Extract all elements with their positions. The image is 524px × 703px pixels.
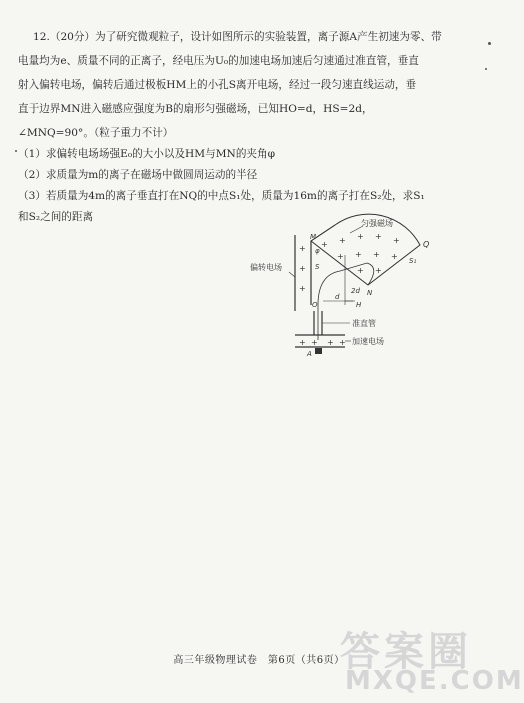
question-1: （1）求偏转电场场强E₀的大小以及HM与MN的夹角φ bbox=[18, 148, 276, 160]
question-2: （2）求质量为m的离子在磁场中做圆周运动的半径 bbox=[18, 169, 258, 181]
svg-text:+: + bbox=[373, 250, 380, 259]
accel-field-label: 加速电场 bbox=[352, 337, 384, 346]
svg-text:+: + bbox=[375, 266, 382, 275]
problem-line-1: 12.（20分）为了研究微观粒子，设计如图所示的实验装置，离子源A产生初速为零、带 bbox=[33, 31, 442, 43]
label-O: O bbox=[312, 301, 318, 309]
svg-text:+: + bbox=[375, 232, 382, 241]
svg-text:+: + bbox=[327, 338, 334, 347]
deflection-field-label: 偏转电场 bbox=[250, 263, 282, 272]
label-M: M bbox=[310, 233, 317, 241]
scan-speck bbox=[15, 150, 17, 152]
svg-text:+: + bbox=[339, 338, 346, 347]
label-S: S bbox=[315, 263, 320, 271]
deflection-plates bbox=[295, 235, 311, 311]
svg-text:+: + bbox=[299, 284, 306, 293]
label-Q: Q bbox=[423, 240, 430, 249]
magnetic-field-label: 匀强磁场 bbox=[361, 219, 393, 228]
svg-text:+: + bbox=[311, 338, 318, 347]
svg-text:+: + bbox=[357, 266, 364, 275]
apparatus-figure bbox=[250, 215, 435, 365]
watermark-logo: 答案圈 bbox=[340, 629, 472, 675]
svg-text:+: + bbox=[355, 250, 362, 259]
label-2d: 2d bbox=[351, 287, 360, 295]
acceleration-plates bbox=[295, 335, 346, 347]
scan-speck bbox=[488, 42, 491, 45]
ion-trajectory bbox=[318, 263, 374, 340]
label-phi: φ bbox=[315, 247, 320, 255]
problem-line-5: ∠MNQ=90°。（粒子重力不计） bbox=[18, 127, 174, 139]
svg-text:+: + bbox=[299, 244, 306, 253]
watermark-url: MXQE.COM bbox=[345, 666, 524, 696]
svg-text:+: + bbox=[299, 338, 306, 347]
ion-source bbox=[315, 348, 322, 354]
page-footer: 高三年级物理试卷 第6页（共6页） bbox=[173, 655, 345, 666]
label-N: N bbox=[367, 289, 373, 297]
question-3: （3）若质量为4m的离子垂直打在NQ的中点S₁处，质量为16m的离子打在S₂处，求S₁ bbox=[18, 190, 425, 202]
label-d: d bbox=[335, 293, 340, 301]
svg-text:+: + bbox=[357, 232, 364, 241]
svg-text:+: + bbox=[391, 252, 398, 261]
question-3-cont: 和S₂之间的距离 bbox=[18, 211, 94, 223]
scan-speck bbox=[485, 68, 487, 70]
svg-text:+: + bbox=[299, 264, 306, 273]
svg-text:+: + bbox=[393, 236, 400, 245]
label-S1: S₁ bbox=[409, 257, 417, 265]
collimator-label: 准直管 bbox=[352, 319, 376, 328]
svg-text:+: + bbox=[337, 252, 344, 261]
problem-line-2: 电量均为e、质量不同的正离子，经电压为U₀的加速电场加速后匀速通过准直管，垂直 bbox=[18, 55, 419, 67]
problem-line-4: 直于边界MN进入磁感应强度为B的扇形匀强磁场，已知HO=d，HS=2d， bbox=[18, 103, 373, 115]
label-A: A bbox=[307, 350, 312, 358]
svg-text:+: + bbox=[321, 240, 328, 249]
problem-line-3: 射入偏转电场，偏转后通过极板HM上的小孔S离开电场，经过一段匀速直线运动，垂 bbox=[18, 79, 417, 91]
label-H: H bbox=[356, 301, 362, 309]
svg-text:+: + bbox=[339, 236, 346, 245]
